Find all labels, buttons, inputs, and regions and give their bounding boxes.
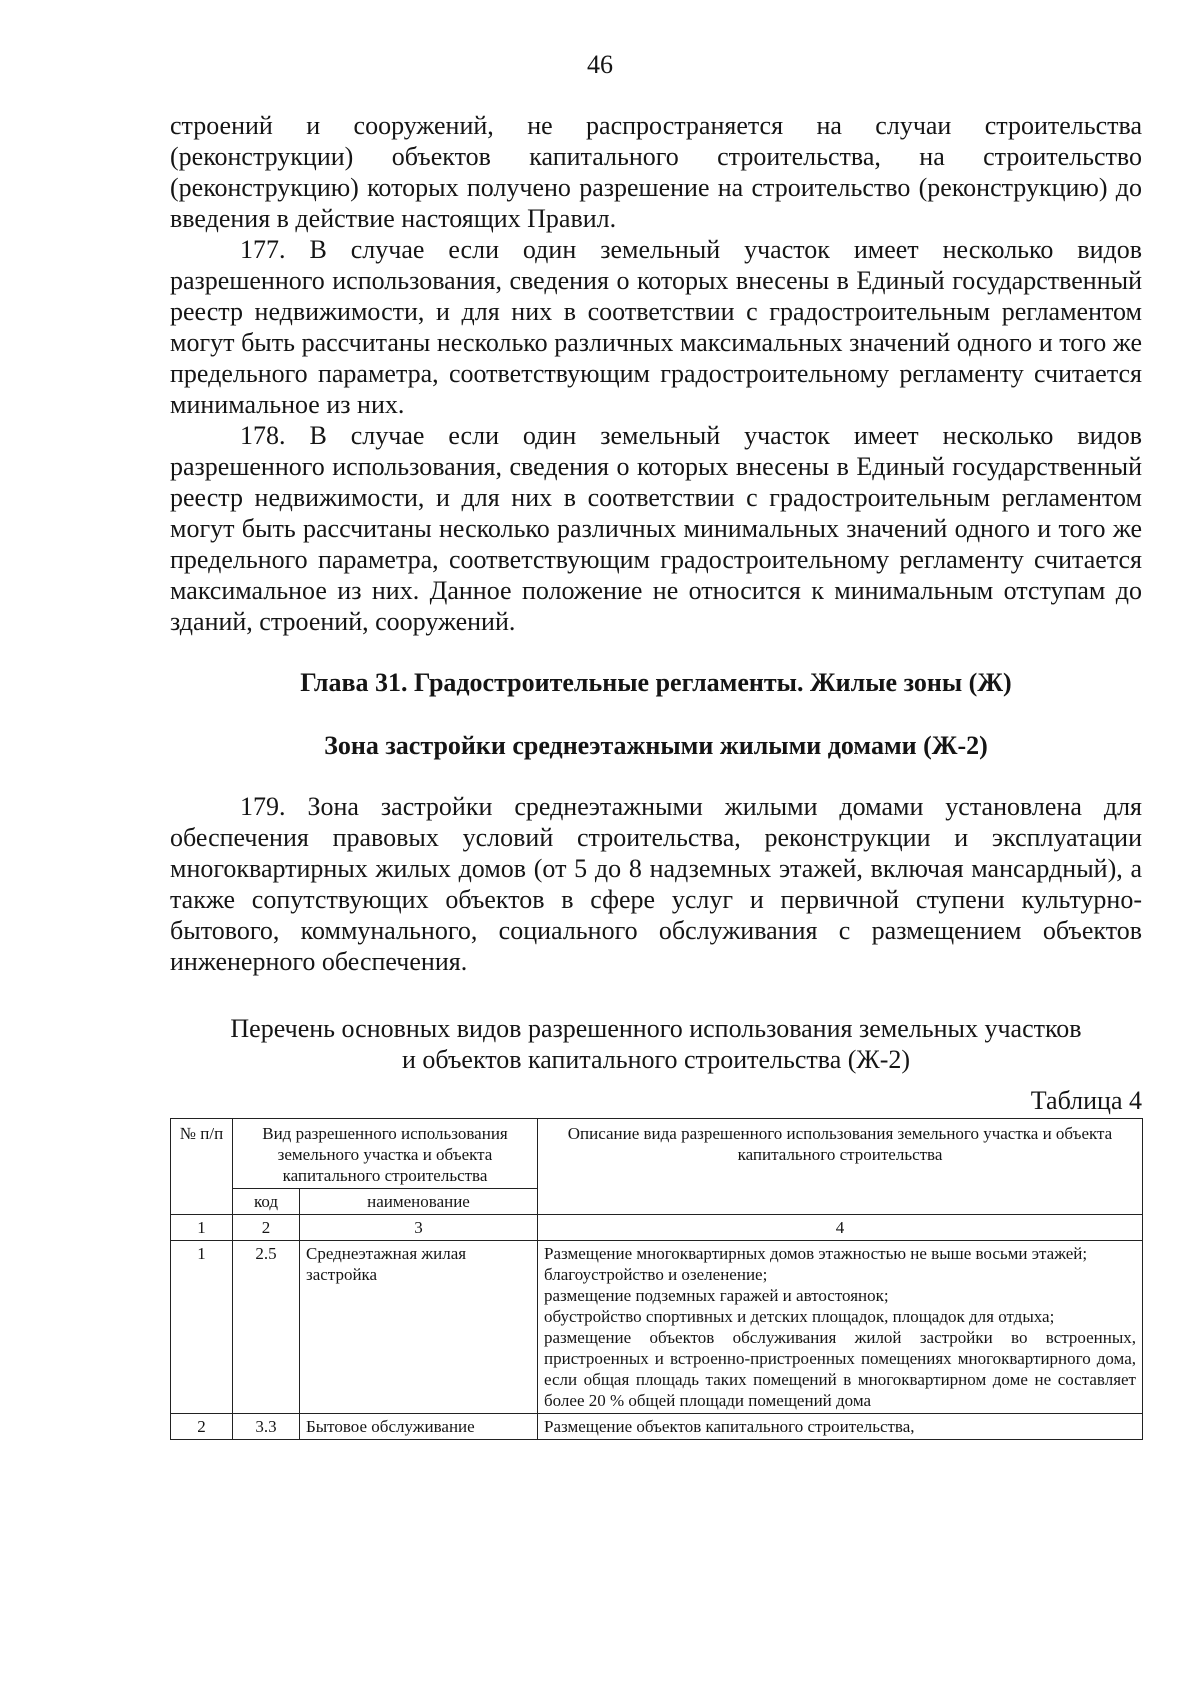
list-title-line-1: Перечень основных видов разрешенного использования земельных участков (230, 1014, 1082, 1043)
zone-heading: Зона застройки среднеэтажными жилыми домами (Ж-2) (324, 731, 988, 760)
description-line: размещение объектов обслуживания жилой застройки во встроенных, пристроенных и встроенно-пристроенных помещениях многоквартирного дома, если общая площадь таких помещений в многоквартирном доме не составляет более 20 % общей площади помещений дома (544, 1328, 1136, 1410)
table-row (171, 1414, 1143, 1440)
table-row (171, 1241, 1143, 1414)
table-header-row (171, 1119, 1143, 1189)
chapter-heading: Глава 31. Градостроительные регламенты. Жилые зоны (Ж) (300, 668, 1012, 697)
description-line: благоустройство и озеленение; (544, 1265, 768, 1284)
header-name: наименование (300, 1189, 538, 1215)
header-description: Описание вида разрешенного использования земельного участка и объекта капитального строительства (538, 1119, 1143, 1215)
row-name: Бытовое обслуживание (300, 1414, 538, 1440)
table-label: Таблица 4 (1030, 1086, 1142, 1115)
list-title (170, 1013, 1142, 1075)
description-line: Размещение объектов капитального строительства, (544, 1417, 915, 1436)
paragraph-177: 177. В случае если один земельный участок имеет несколько видов разрешенного использования, сведения о которых внесены в Единый государственный реестр недвижимости, и для них в соответствии с градостроительным регламентом могут быть рассчитаны несколько различных максимальных значений одного и того же предельного параметра, соответствующим градостроительному регламенту считается минимальное из них. (170, 235, 1142, 419)
header-num: № п/п (171, 1119, 233, 1215)
paragraph-continued: строений и сооружений, не распространяется на случаи строительства (реконструкции) объектов капитального строительства, на строительство (реконструкцию) которых получено разрешение на строительство (реконструкцию) до введения в действие настоящих Правил. (170, 111, 1142, 233)
document-body (170, 110, 1142, 1440)
header-code: код (233, 1189, 300, 1215)
row-description (538, 1414, 1143, 1440)
header-type-group: Вид разрешенного использования земельного участка и объекта капитального строительства (233, 1119, 538, 1189)
row-code: 2.5 (233, 1241, 300, 1414)
col-number: 4 (538, 1215, 1143, 1241)
row-description (538, 1241, 1143, 1414)
row-code: 3.3 (233, 1414, 300, 1440)
col-number: 2 (233, 1215, 300, 1241)
paragraph-178: 178. В случае если один земельный участок имеет несколько видов разрешенного использования, сведения о которых внесены в Единый государственный реестр недвижимости, и для них в соответствии с градостроительным регламентом могут быть рассчитаны несколько различных минимальных значений одного и того же предельного параметра, соответствующим градостроительному регламенту считается максимальное из них. Данное положение не относится к минимальным отступам до зданий, строений, сооружений. (170, 421, 1142, 636)
list-title-line-2: и объектов капитального строительства (Ж-2) (401, 1045, 911, 1074)
paragraph-179: 179. Зона застройки среднеэтажными жилыми домами установлена для обеспечения правовых условий строительства, реконструкции и эксплуатации многоквартирных жилых домов (от 5 до 8 надземных этажей, включая мансардный), а также сопутствующих объектов в сфере услуг и первичной ступени культурно-бытового, коммунального, социального обслуживания с размещением объектов инженерного обеспечения. (170, 792, 1142, 976)
description-line: обустройство спортивных и детских площадок, площадок для отдыха; (544, 1307, 1055, 1326)
col-number: 3 (300, 1215, 538, 1241)
row-num: 2 (171, 1414, 233, 1440)
col-number: 1 (171, 1215, 233, 1241)
row-num: 1 (171, 1241, 233, 1414)
page-number: 46 (587, 50, 613, 79)
table-column-numbers-row (171, 1215, 1143, 1241)
permitted-use-table (170, 1118, 1143, 1440)
description-line: Размещение многоквартирных домов этажностью не выше восьми этажей; (544, 1244, 1088, 1263)
description-line: размещение подземных гаражей и автостоянок; (544, 1286, 889, 1305)
row-name: Среднеэтажная жилая застройка (300, 1241, 538, 1414)
